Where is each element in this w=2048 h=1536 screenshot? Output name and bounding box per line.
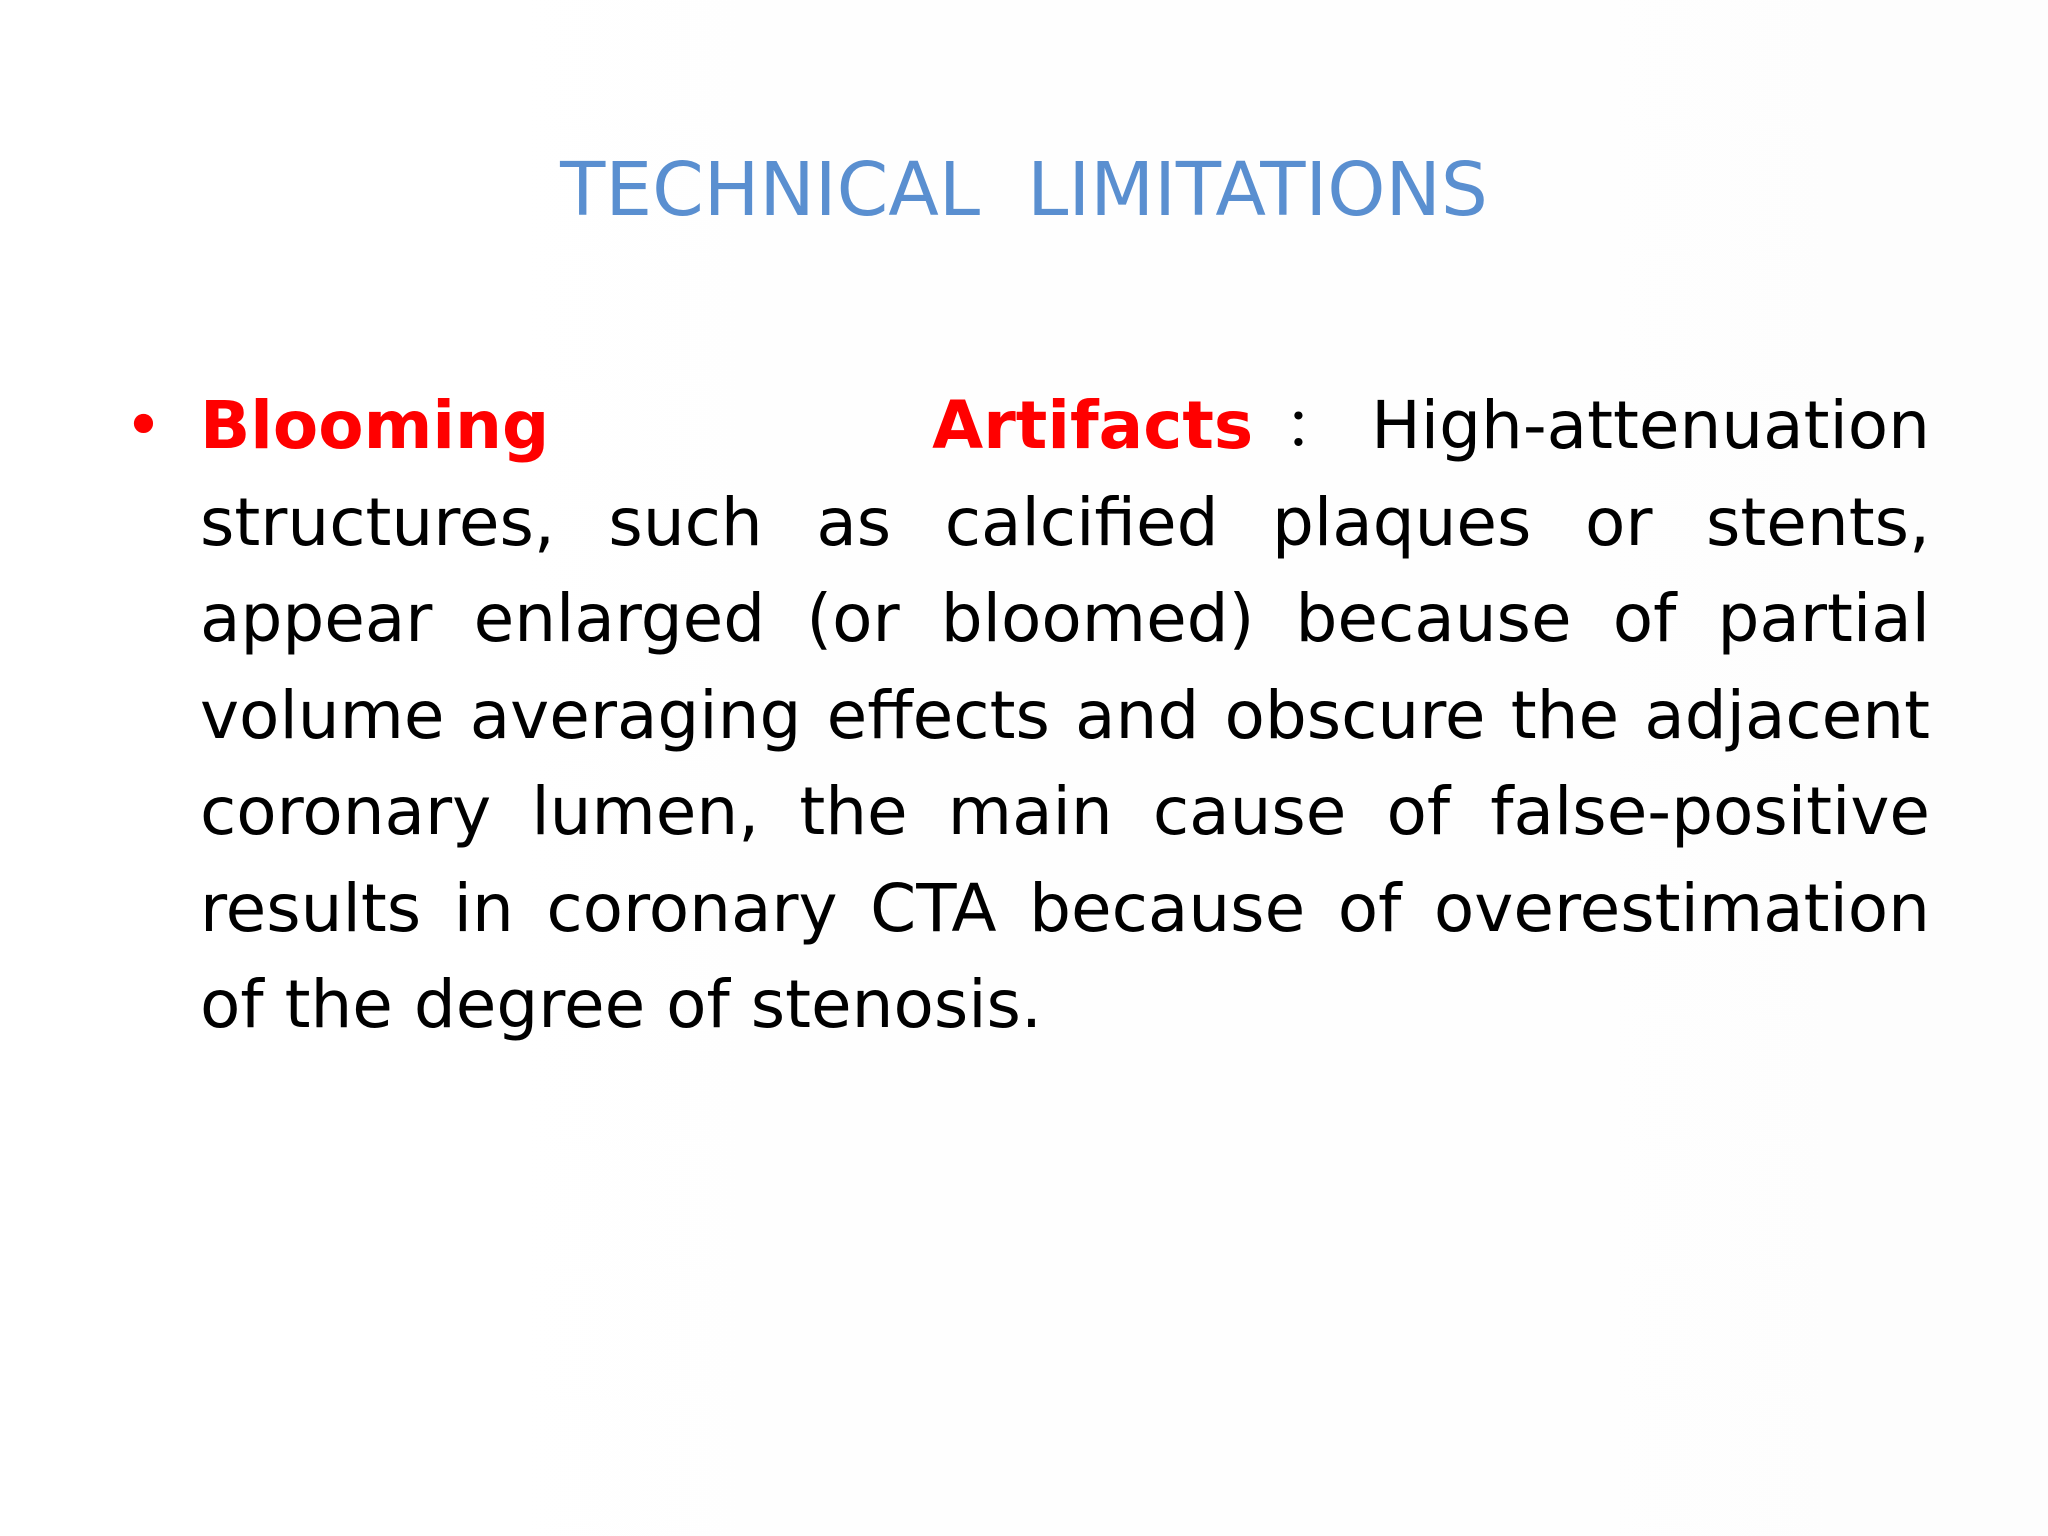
slide-title: TECHNICAL LIMITATIONS [560,147,1488,233]
bullet-item [200,378,1930,1054]
term-separator: ： [1283,387,1350,464]
bullet-term: Blooming Artifacts [200,387,1254,464]
bullet-marker: • [124,387,163,464]
bullet-text: High-attenuation structures, such as calcified plaques or stents, appear enlarged (or bloomed) because of partial volume averaging effects and obscure the adjacent coronary lumen, the main cause of false-positive results in coronary CTA because of overestimation of the degree of stenosis. [200,387,1930,1043]
